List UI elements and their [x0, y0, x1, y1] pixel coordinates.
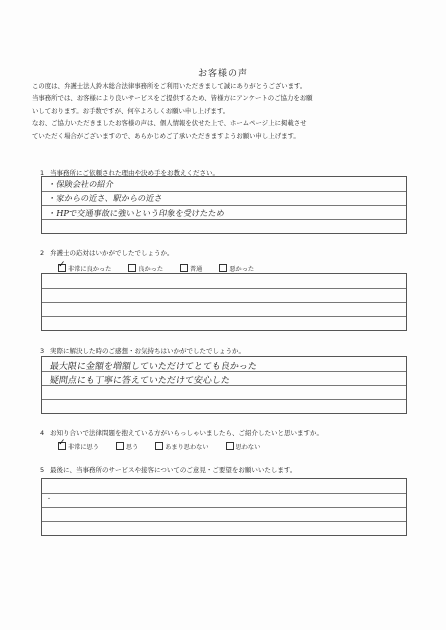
checkbox[interactable] — [155, 442, 163, 450]
handwritten-answer: 最大限に金額を増額していただけてとても良かった — [49, 362, 258, 372]
question-1-number: 1 — [40, 169, 45, 177]
option-good[interactable] — [128, 264, 163, 273]
option-think[interactable] — [116, 442, 138, 451]
option-not-really[interactable] — [155, 442, 208, 451]
checkbox-checked[interactable] — [58, 442, 66, 450]
question-5-number: 5 — [40, 466, 45, 474]
option-bad[interactable] — [219, 264, 254, 273]
handwritten-answer: ・家からの近さ、駅からの近さ — [47, 193, 164, 203]
line — [42, 219, 406, 220]
question-4-options — [58, 442, 275, 451]
answer-box-5[interactable] — [41, 478, 407, 536]
intro-text: この度は、弁護士法人鈴木総合法律事務所をご利用いただきまして誠にありがとうございます。 当事務所では、お客様により良いサービスをご提供するため、皆様方にアンケートのご協力をお願 いしております。お手数ですが、何卒よろしくお願い申し上げます。 なお、ご協力いただきましたお客様の声は、個人情報を伏せた上で、ホームページ上に掲載させ ていただく場合がございますので、あらかじめご了承いただきますようお願い申し上げます。 — [32, 82, 313, 140]
option-do-not-think[interactable] — [226, 442, 261, 451]
line — [42, 288, 406, 289]
question-2-text: 弁護士の応対はいかがでしたでしょうか。 — [50, 249, 174, 257]
question-2-number: 2 — [40, 249, 45, 257]
question-3-number: 3 — [40, 347, 45, 355]
option-label: 非常に思う — [68, 444, 99, 451]
option-label: 悪かった — [229, 266, 255, 273]
checkbox-checked[interactable] — [58, 264, 66, 272]
answer-box-2[interactable] — [41, 273, 407, 331]
option-label: 普通 — [190, 266, 203, 273]
line — [42, 316, 406, 317]
answer-box-3[interactable] — [41, 356, 407, 414]
question-4-text: お知り合いで法律問題を抱えている方がいらっしゃいましたら、ご紹介したいと思いますか。 — [50, 429, 323, 437]
question-1-text: 当事務所にご依頼された理由や決め手をお教えください。 — [50, 169, 219, 177]
option-label: 思う — [125, 444, 139, 451]
line — [42, 205, 406, 206]
answer-box-1[interactable] — [41, 176, 407, 234]
checkbox[interactable] — [180, 264, 188, 272]
question-3-text: 実際に解決した時のご感想・お気持ちはいかがでしたでしょうか。 — [50, 347, 245, 355]
option-label: あまり思わない — [165, 444, 209, 451]
checkbox[interactable] — [128, 264, 136, 272]
option-very-good[interactable] — [58, 264, 111, 273]
option-label: 非常に良かった — [68, 266, 112, 273]
line — [42, 302, 406, 303]
checkbox[interactable] — [226, 442, 234, 450]
question-4 — [40, 428, 323, 437]
question-2 — [40, 248, 174, 257]
question-4-number: 4 — [40, 429, 45, 437]
line — [42, 191, 406, 192]
question-3 — [40, 346, 245, 355]
option-strongly-think[interactable] — [58, 442, 99, 451]
option-label: 良かった — [138, 266, 164, 273]
page-title: お客様の声 — [197, 69, 248, 79]
checkbox[interactable] — [219, 264, 227, 272]
option-normal[interactable] — [180, 264, 202, 273]
answer-mark: ・ — [46, 496, 53, 503]
handwritten-answer: 疑問点にも丁寧に答えていただけて安心した — [49, 376, 231, 386]
handwritten-answer: ・保険会社の紹介 — [47, 179, 115, 189]
checkbox[interactable] — [116, 442, 124, 450]
handwritten-answer: ・HPで交通事故に強いという印象を受けたため — [47, 208, 226, 218]
line — [42, 399, 406, 400]
question-5 — [40, 465, 296, 474]
line — [42, 493, 406, 494]
question-5-text: 最後に、当事務所のサービスや接客についてのご意見・ご要望をお願いいたします。 — [50, 466, 297, 474]
line — [42, 521, 406, 522]
question-2-options — [58, 264, 269, 273]
option-label: 思わない — [235, 444, 261, 451]
line — [42, 507, 406, 508]
